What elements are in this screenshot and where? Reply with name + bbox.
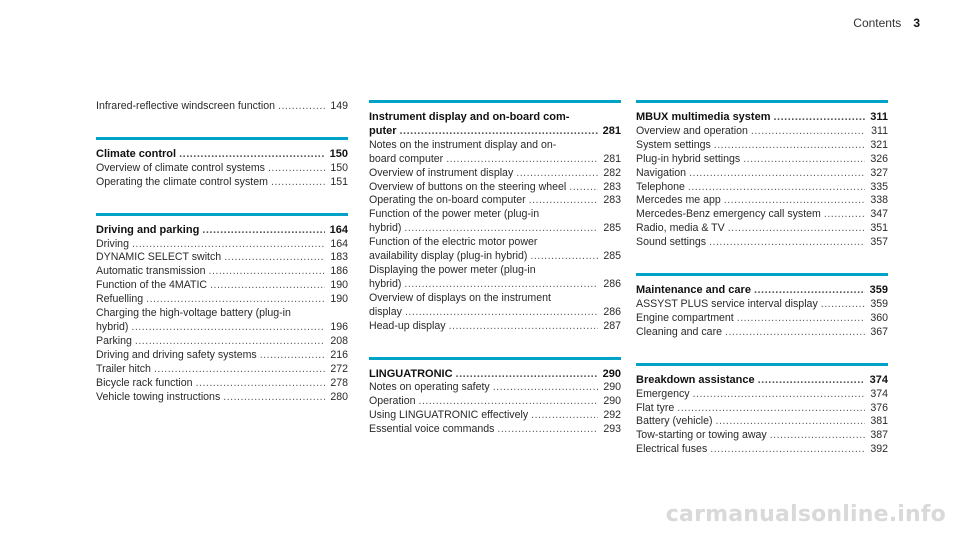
toc-entry[interactable] bbox=[96, 377, 348, 391]
section-breakdown-assistance bbox=[636, 363, 888, 457]
section-title[interactable] bbox=[636, 111, 888, 125]
section-title[interactable] bbox=[369, 125, 621, 139]
entry-text: Trailer hitch bbox=[96, 362, 151, 375]
leader-dots bbox=[154, 363, 325, 377]
entry-text: Operating the on-board computer bbox=[369, 194, 526, 207]
section-title-text: Driving and parking bbox=[96, 223, 200, 236]
toc-entry[interactable] bbox=[636, 222, 888, 236]
leader-dots bbox=[400, 125, 599, 139]
entry-page: 374 bbox=[870, 387, 888, 400]
entry-page: 311 bbox=[871, 124, 888, 137]
toc-entry[interactable] bbox=[369, 181, 621, 195]
leader-dots bbox=[449, 320, 598, 334]
leader-dots bbox=[714, 139, 865, 153]
section-page: 311 bbox=[870, 111, 888, 123]
section-driving-and-parking bbox=[96, 213, 348, 405]
entry-text: Parking bbox=[96, 334, 132, 347]
toc-entry[interactable] bbox=[369, 423, 621, 437]
toc-entry[interactable] bbox=[636, 236, 888, 250]
section-rule bbox=[96, 137, 348, 140]
entry-page: 326 bbox=[870, 152, 888, 165]
section-title-text: MBUX multimedia system bbox=[636, 111, 771, 123]
toc-column-3 bbox=[636, 100, 888, 480]
toc-entry[interactable] bbox=[96, 279, 348, 293]
leader-dots bbox=[724, 194, 865, 208]
entry-text: Operation bbox=[369, 395, 416, 408]
section-title[interactable] bbox=[96, 224, 348, 238]
entry-text: hybrid) bbox=[369, 277, 402, 290]
toc-entry[interactable] bbox=[636, 402, 888, 416]
leader-dots bbox=[516, 167, 598, 181]
toc-entry[interactable] bbox=[369, 306, 621, 320]
section-page: 359 bbox=[869, 284, 888, 297]
entry-text: Operating the climate control system bbox=[96, 175, 268, 188]
section-linguatronic bbox=[369, 357, 621, 438]
entry-text: Plug-in hybrid settings bbox=[636, 152, 741, 165]
entry-page: 292 bbox=[603, 409, 621, 422]
entry-page: 387 bbox=[870, 429, 888, 442]
section-page: 150 bbox=[329, 147, 348, 160]
entry-page: 338 bbox=[870, 194, 888, 207]
entry-page: 285 bbox=[603, 222, 621, 235]
entry-page: 286 bbox=[603, 277, 621, 290]
entry-page: 290 bbox=[603, 381, 621, 394]
toc-entry[interactable] bbox=[369, 222, 621, 236]
section-rule bbox=[369, 357, 621, 360]
entry-text: Vehicle towing instructions bbox=[96, 390, 221, 403]
entry-text: Radio, media & TV bbox=[636, 222, 725, 235]
entry-page: 290 bbox=[603, 395, 621, 408]
entry-text: Function of the 4MATIC bbox=[96, 279, 208, 292]
leader-dots bbox=[131, 321, 325, 335]
section-title[interactable] bbox=[96, 148, 348, 162]
leader-dots bbox=[709, 236, 865, 250]
section-rule bbox=[96, 213, 348, 216]
entry-page: 196 bbox=[330, 320, 348, 333]
entry-text: Using LINGUATRONIC effectively bbox=[369, 409, 529, 422]
entry-text: board computer bbox=[369, 152, 444, 165]
leader-dots bbox=[497, 423, 598, 437]
toc-entry[interactable] bbox=[636, 326, 888, 340]
toc-entry[interactable] bbox=[369, 409, 621, 423]
toc-entry[interactable] bbox=[96, 321, 348, 335]
entry-page: 287 bbox=[603, 319, 621, 332]
entry-page: 359 bbox=[870, 297, 888, 310]
entry-page: 151 bbox=[330, 175, 348, 188]
leader-dots bbox=[419, 395, 598, 409]
entry-text: display bbox=[369, 305, 402, 318]
toc-entry[interactable] bbox=[369, 153, 621, 167]
leader-dots bbox=[404, 278, 598, 292]
toc-entry[interactable] bbox=[369, 250, 621, 264]
leader-dots bbox=[821, 298, 865, 312]
leader-dots bbox=[824, 208, 865, 222]
entry-text: DYNAMIC SELECT switch bbox=[96, 251, 222, 264]
section-page: 290 bbox=[602, 367, 621, 380]
entry-text-line1[interactable]: Notes on the instrument display and on- bbox=[369, 138, 557, 151]
leader-dots bbox=[773, 111, 865, 125]
entry-text: Emergency bbox=[636, 387, 690, 400]
toc-entry[interactable] bbox=[369, 395, 621, 409]
toc-entry[interactable] bbox=[96, 349, 348, 363]
toc-entry[interactable] bbox=[636, 208, 888, 222]
section-page: 374 bbox=[869, 373, 888, 386]
toc-entry[interactable] bbox=[96, 293, 348, 307]
entry-page: 208 bbox=[330, 334, 348, 347]
leader-dots bbox=[569, 181, 598, 195]
leader-dots bbox=[754, 284, 865, 298]
leader-dots bbox=[716, 415, 865, 429]
entry-page: 293 bbox=[603, 423, 621, 436]
entry-text-line1[interactable]: Displaying the power meter (plug-in bbox=[369, 263, 536, 276]
toc-entry[interactable] bbox=[96, 100, 348, 114]
toc-entry[interactable] bbox=[636, 429, 888, 443]
entry-page: 367 bbox=[870, 325, 888, 338]
entry-text: hybrid) bbox=[369, 222, 402, 235]
entry-text: Engine compartment bbox=[636, 311, 734, 324]
entry-text: Sound settings bbox=[636, 236, 707, 249]
leader-dots bbox=[758, 374, 865, 388]
entry-page: 376 bbox=[870, 401, 888, 414]
toc-entry[interactable] bbox=[636, 167, 888, 181]
leader-dots bbox=[689, 167, 865, 181]
entry-text: Notes on operating safety bbox=[369, 381, 490, 394]
toc-entry[interactable] bbox=[96, 251, 348, 265]
leader-dots bbox=[531, 409, 598, 423]
entry-text-line1[interactable]: Function of the electric motor power bbox=[369, 236, 538, 249]
section-rule bbox=[636, 363, 888, 366]
entry-page: 285 bbox=[603, 250, 621, 263]
toc-entry[interactable] bbox=[96, 238, 348, 252]
toc-entry[interactable] bbox=[636, 194, 888, 208]
entry-page: 278 bbox=[330, 376, 348, 389]
leader-dots bbox=[688, 181, 865, 195]
entry-text: Electrical fuses bbox=[636, 443, 708, 456]
entry-text: Driving bbox=[96, 237, 129, 250]
leader-dots bbox=[456, 368, 598, 382]
section-page: 281 bbox=[602, 124, 621, 137]
toc-entry[interactable] bbox=[636, 181, 888, 195]
leader-dots bbox=[278, 100, 325, 114]
toc-column-2 bbox=[369, 100, 621, 460]
leader-dots bbox=[260, 349, 325, 363]
toc-intro bbox=[96, 100, 348, 114]
toc-entry[interactable] bbox=[96, 265, 348, 279]
leader-dots bbox=[493, 381, 598, 395]
section-rule bbox=[369, 100, 621, 103]
leader-dots bbox=[770, 429, 865, 443]
leader-dots bbox=[404, 222, 598, 236]
section-title[interactable] bbox=[369, 368, 621, 382]
entry-page: 381 bbox=[870, 415, 888, 428]
leader-dots bbox=[677, 402, 865, 416]
entry-text: System settings bbox=[636, 138, 711, 151]
header-title: Contents bbox=[853, 16, 902, 30]
header-page-number: 3 bbox=[913, 16, 920, 30]
entry-text: Overview of climate control systems bbox=[96, 161, 265, 174]
entry-page: 281 bbox=[603, 152, 621, 165]
entry-page: 321 bbox=[870, 138, 888, 151]
entry-text: Driving and driving safety systems bbox=[96, 348, 257, 361]
leader-dots bbox=[210, 279, 325, 293]
toc-entry[interactable] bbox=[369, 167, 621, 181]
leader-dots bbox=[710, 443, 865, 457]
leader-dots bbox=[224, 251, 325, 265]
leader-dots bbox=[202, 224, 325, 238]
entry-text: Overview and operation bbox=[636, 124, 748, 137]
toc-entry[interactable] bbox=[636, 388, 888, 402]
leader-dots bbox=[446, 153, 598, 167]
entry-page: 216 bbox=[330, 348, 348, 361]
entry-text: Mercedes-Benz emergency call system bbox=[636, 208, 821, 221]
leader-dots bbox=[530, 250, 598, 264]
entry-text-line1[interactable]: Overview of displays on the instrument bbox=[369, 291, 551, 304]
entry-text: Flat tyre bbox=[636, 401, 675, 414]
section-instrument-display bbox=[369, 100, 621, 334]
toc-entry[interactable] bbox=[369, 194, 621, 208]
entry-text: Overview of buttons on the steering wheel bbox=[369, 180, 567, 193]
entry-page: 357 bbox=[870, 236, 888, 249]
entry-text-line1[interactable]: Function of the power meter (plug-in bbox=[369, 208, 540, 221]
toc-entry[interactable] bbox=[96, 363, 348, 377]
entry-text: Head-up display bbox=[369, 319, 446, 332]
entry-text: Cleaning and care bbox=[636, 325, 722, 338]
section-title-line1[interactable]: Instrument display and on-board com- bbox=[369, 111, 570, 123]
toc-column-1 bbox=[96, 100, 348, 427]
entry-page: 283 bbox=[603, 180, 621, 193]
entry-page: 190 bbox=[330, 279, 348, 292]
entry-text: Mercedes me app bbox=[636, 194, 721, 207]
entry-text: Battery (vehicle) bbox=[636, 415, 713, 428]
toc-entry[interactable] bbox=[636, 125, 888, 139]
section-mbux bbox=[636, 100, 888, 250]
entry-page: 150 bbox=[330, 161, 348, 174]
section-title-text: LINGUATRONIC bbox=[369, 367, 453, 380]
section-title-text: Climate control bbox=[96, 147, 177, 160]
leader-dots bbox=[743, 153, 865, 167]
entry-page: 272 bbox=[330, 362, 348, 375]
leader-dots bbox=[132, 238, 325, 252]
entry-text: Navigation bbox=[636, 166, 687, 179]
entry-page: 392 bbox=[870, 443, 888, 456]
watermark-text: carmanualsonline.info bbox=[665, 502, 946, 527]
page-header bbox=[853, 16, 920, 30]
toc-entry[interactable] bbox=[636, 153, 888, 167]
entry-page: 351 bbox=[870, 222, 888, 235]
section-title[interactable] bbox=[636, 374, 888, 388]
leader-dots bbox=[209, 265, 325, 279]
leader-dots bbox=[146, 293, 325, 307]
toc-entry[interactable] bbox=[636, 139, 888, 153]
entry-page: 183 bbox=[330, 251, 348, 264]
leader-dots bbox=[529, 194, 598, 208]
leader-dots bbox=[737, 312, 865, 326]
entry-page: 286 bbox=[603, 305, 621, 318]
entry-text: Infrared-reflective windscreen function bbox=[96, 100, 276, 112]
toc-entry[interactable] bbox=[636, 298, 888, 312]
entry-page: 280 bbox=[330, 390, 348, 403]
leader-dots bbox=[728, 222, 865, 236]
entry-text-line1[interactable]: Charging the high-voltage battery (plug-in bbox=[96, 307, 291, 320]
leader-dots bbox=[693, 388, 865, 402]
entry-page: 190 bbox=[330, 293, 348, 306]
section-title-text: Breakdown assistance bbox=[636, 373, 755, 386]
entry-page: 283 bbox=[603, 194, 621, 207]
entry-text: hybrid) bbox=[96, 320, 129, 333]
entry-text: Telephone bbox=[636, 180, 685, 193]
section-title[interactable] bbox=[636, 284, 888, 298]
toc-entry[interactable] bbox=[96, 162, 348, 176]
section-rule bbox=[636, 100, 888, 103]
entry-page: 347 bbox=[870, 208, 888, 221]
toc-entry[interactable] bbox=[636, 415, 888, 429]
entry-text: Tow-starting or towing away bbox=[636, 429, 767, 442]
section-title-text: Maintenance and care bbox=[636, 284, 751, 297]
leader-dots bbox=[196, 377, 325, 391]
toc-entry[interactable] bbox=[369, 320, 621, 334]
entry-text: ASSYST PLUS service interval display bbox=[636, 297, 818, 310]
toc-entry[interactable] bbox=[636, 443, 888, 457]
entry-page: 164 bbox=[330, 237, 348, 250]
section-climate-control bbox=[96, 137, 348, 190]
toc-entry[interactable] bbox=[96, 335, 348, 349]
toc-entry[interactable] bbox=[96, 176, 348, 190]
entry-text: Automatic transmission bbox=[96, 265, 206, 278]
toc-entry[interactable] bbox=[636, 312, 888, 326]
entry-text: availability display (plug-in hybrid) bbox=[369, 250, 528, 263]
leader-dots bbox=[179, 148, 325, 162]
leader-dots bbox=[268, 162, 325, 176]
section-title-text: puter bbox=[369, 124, 397, 137]
section-rule bbox=[636, 273, 888, 276]
section-maintenance-and-care bbox=[636, 273, 888, 340]
entry-page: 360 bbox=[870, 311, 888, 324]
leader-dots bbox=[271, 176, 325, 190]
entry-page: 149 bbox=[330, 100, 348, 112]
toc-entry[interactable] bbox=[369, 278, 621, 292]
entry-text: Essential voice commands bbox=[369, 423, 495, 436]
leader-dots bbox=[751, 125, 865, 139]
leader-dots bbox=[405, 306, 598, 320]
toc-entry[interactable] bbox=[369, 381, 621, 395]
entry-page: 282 bbox=[603, 166, 621, 179]
entry-page: 327 bbox=[870, 166, 888, 179]
entry-text: Overview of instrument display bbox=[369, 166, 514, 179]
leader-dots bbox=[223, 391, 325, 405]
section-page: 164 bbox=[329, 223, 348, 236]
entry-text: Refuelling bbox=[96, 293, 144, 306]
leader-dots bbox=[725, 326, 865, 340]
toc-entry[interactable] bbox=[96, 391, 348, 405]
entry-page: 335 bbox=[870, 180, 888, 193]
entry-text: Bicycle rack function bbox=[96, 376, 193, 389]
leader-dots bbox=[135, 335, 325, 349]
entry-page: 186 bbox=[330, 265, 348, 278]
